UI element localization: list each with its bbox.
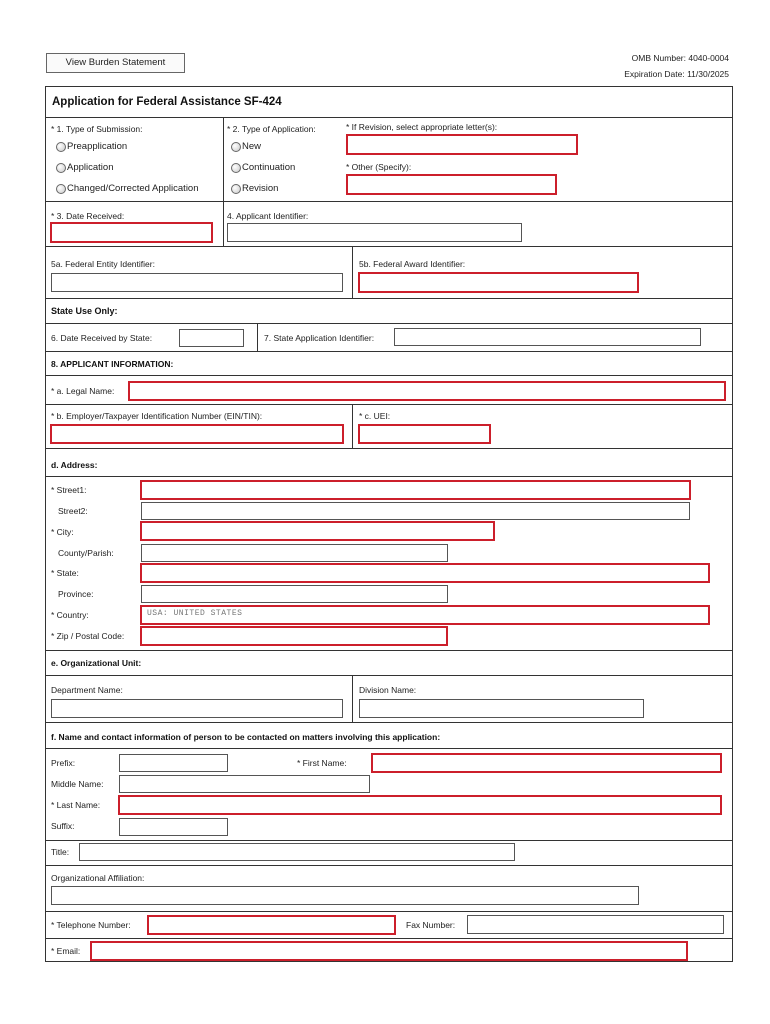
state-use-heading: State Use Only:	[51, 306, 118, 316]
divider	[223, 117, 224, 201]
legal-name-label: * a. Legal Name:	[51, 386, 115, 396]
federal-award-id-input[interactable]	[358, 272, 639, 293]
radio-continuation[interactable]: Continuation	[231, 162, 295, 173]
divider	[45, 938, 733, 939]
prefix-input[interactable]	[119, 754, 228, 772]
divider	[45, 722, 733, 723]
title-label: Title:	[51, 847, 70, 857]
first-name-input[interactable]	[371, 753, 722, 773]
department-label: Department Name:	[51, 685, 123, 695]
radio-circle-icon	[56, 184, 66, 194]
uei-label: * c. UEI:	[359, 411, 391, 421]
telephone-input[interactable]	[147, 915, 396, 935]
state-app-id-label: 7. State Application Identifier:	[264, 333, 375, 343]
date-received-input[interactable]	[50, 222, 213, 243]
revision-letter-input[interactable]	[346, 134, 578, 155]
org-unit-heading: e. Organizational Unit:	[51, 658, 142, 668]
last-name-input[interactable]	[118, 795, 722, 815]
applicant-identifier-input[interactable]	[227, 223, 522, 242]
date-received-state-label: 6. Date Received by State:	[51, 333, 153, 343]
date-received-state-input[interactable]	[179, 329, 244, 347]
state-select[interactable]	[140, 563, 710, 583]
zip-input[interactable]	[140, 626, 448, 646]
title-input[interactable]	[79, 843, 515, 861]
form-title: Application for Federal Assistance SF-424	[52, 96, 282, 108]
contact-heading: f. Name and contact information of person to be contacted on matters involving this application:	[51, 732, 441, 742]
affiliation-input[interactable]	[51, 886, 639, 905]
divider	[45, 375, 733, 376]
county-input[interactable]	[141, 544, 448, 562]
prefix-label: Prefix:	[51, 758, 76, 768]
last-name-label: * Last Name:	[51, 800, 101, 810]
divider	[45, 840, 733, 841]
division-input[interactable]	[359, 699, 644, 718]
divider	[223, 201, 224, 246]
middle-name-input[interactable]	[119, 775, 370, 793]
federal-entity-id-label: 5a. Federal Entity Identifier:	[51, 259, 155, 269]
divider	[45, 911, 733, 912]
radio-circle-icon	[56, 142, 66, 152]
divider	[45, 404, 733, 405]
ein-label: * b. Employer/Taxpayer Identification Number (EIN/TIN):	[51, 411, 263, 421]
uei-input[interactable]	[358, 424, 491, 444]
divider	[45, 650, 733, 651]
country-label: * Country:	[51, 610, 89, 620]
street1-label: * Street1:	[51, 485, 87, 495]
federal-award-id-label: 5b. Federal Award Identifier:	[359, 259, 466, 269]
street2-label: Street2:	[58, 506, 88, 516]
radio-changed-corrected[interactable]: Changed/Corrected Application	[56, 183, 199, 194]
country-select[interactable]: USA: UNITED STATES	[140, 605, 710, 625]
fax-label: Fax Number:	[406, 920, 456, 930]
divider	[45, 351, 733, 352]
expiration-date: Expiration Date: 11/30/2025	[624, 69, 729, 79]
divider	[45, 865, 733, 866]
radio-application[interactable]: Application	[56, 162, 113, 173]
address-heading: d. Address:	[51, 460, 98, 470]
radio-circle-icon	[56, 163, 66, 173]
radio-new[interactable]: New	[231, 141, 261, 152]
omb-number: OMB Number: 4040-0004	[631, 53, 729, 63]
divider	[45, 323, 733, 324]
radio-circle-icon	[231, 184, 241, 194]
city-label: * City:	[51, 527, 74, 537]
other-specify-label: * Other (Specify):	[346, 162, 412, 172]
radio-circle-icon	[231, 163, 241, 173]
divider	[45, 298, 733, 299]
legal-name-input[interactable]	[128, 381, 726, 401]
applicant-identifier-label: 4. Applicant Identifier:	[227, 211, 309, 221]
ein-input[interactable]	[50, 424, 344, 444]
divider	[352, 246, 353, 298]
divider	[45, 476, 733, 477]
middle-name-label: Middle Name:	[51, 779, 104, 789]
federal-entity-id-input[interactable]	[51, 273, 343, 292]
divider	[45, 748, 733, 749]
telephone-label: * Telephone Number:	[51, 920, 131, 930]
suffix-label: Suffix:	[51, 821, 75, 831]
city-input[interactable]	[140, 521, 495, 541]
other-specify-input[interactable]	[346, 174, 557, 195]
fax-input[interactable]	[467, 915, 724, 934]
county-label: County/Parish:	[58, 548, 114, 558]
submission-type-label: * 1. Type of Submission:	[51, 124, 143, 134]
divider	[352, 675, 353, 722]
first-name-label: * First Name:	[297, 758, 347, 768]
state-label: * State:	[51, 568, 79, 578]
divider	[257, 323, 258, 351]
email-label: * Email:	[51, 946, 81, 956]
divider	[45, 675, 733, 676]
radio-preapplication[interactable]: Preapplication	[56, 141, 127, 152]
province-label: Province:	[58, 589, 94, 599]
radio-circle-icon	[231, 142, 241, 152]
street1-input[interactable]	[140, 480, 691, 500]
application-type-label: * 2. Type of Application:	[227, 124, 316, 134]
department-input[interactable]	[51, 699, 343, 718]
date-received-label: * 3. Date Received:	[51, 211, 125, 221]
street2-input[interactable]	[141, 502, 690, 520]
divider	[352, 404, 353, 448]
affiliation-label: Organizational Affiliation:	[51, 873, 145, 883]
province-input[interactable]	[141, 585, 448, 603]
radio-revision[interactable]: Revision	[231, 183, 278, 194]
divider	[45, 201, 733, 202]
divider	[45, 117, 733, 118]
division-label: Division Name:	[359, 685, 417, 695]
suffix-input[interactable]	[119, 818, 228, 836]
zip-label: * Zip / Postal Code:	[51, 631, 125, 641]
email-input[interactable]	[90, 941, 688, 961]
divider	[45, 448, 733, 449]
state-app-id-input[interactable]	[394, 328, 701, 346]
divider	[45, 246, 733, 247]
view-burden-statement-button[interactable]: View Burden Statement	[46, 53, 185, 73]
applicant-info-heading: 8. APPLICANT INFORMATION:	[51, 359, 174, 369]
revision-letter-label: * If Revision, select appropriate letter(s):	[346, 122, 498, 132]
